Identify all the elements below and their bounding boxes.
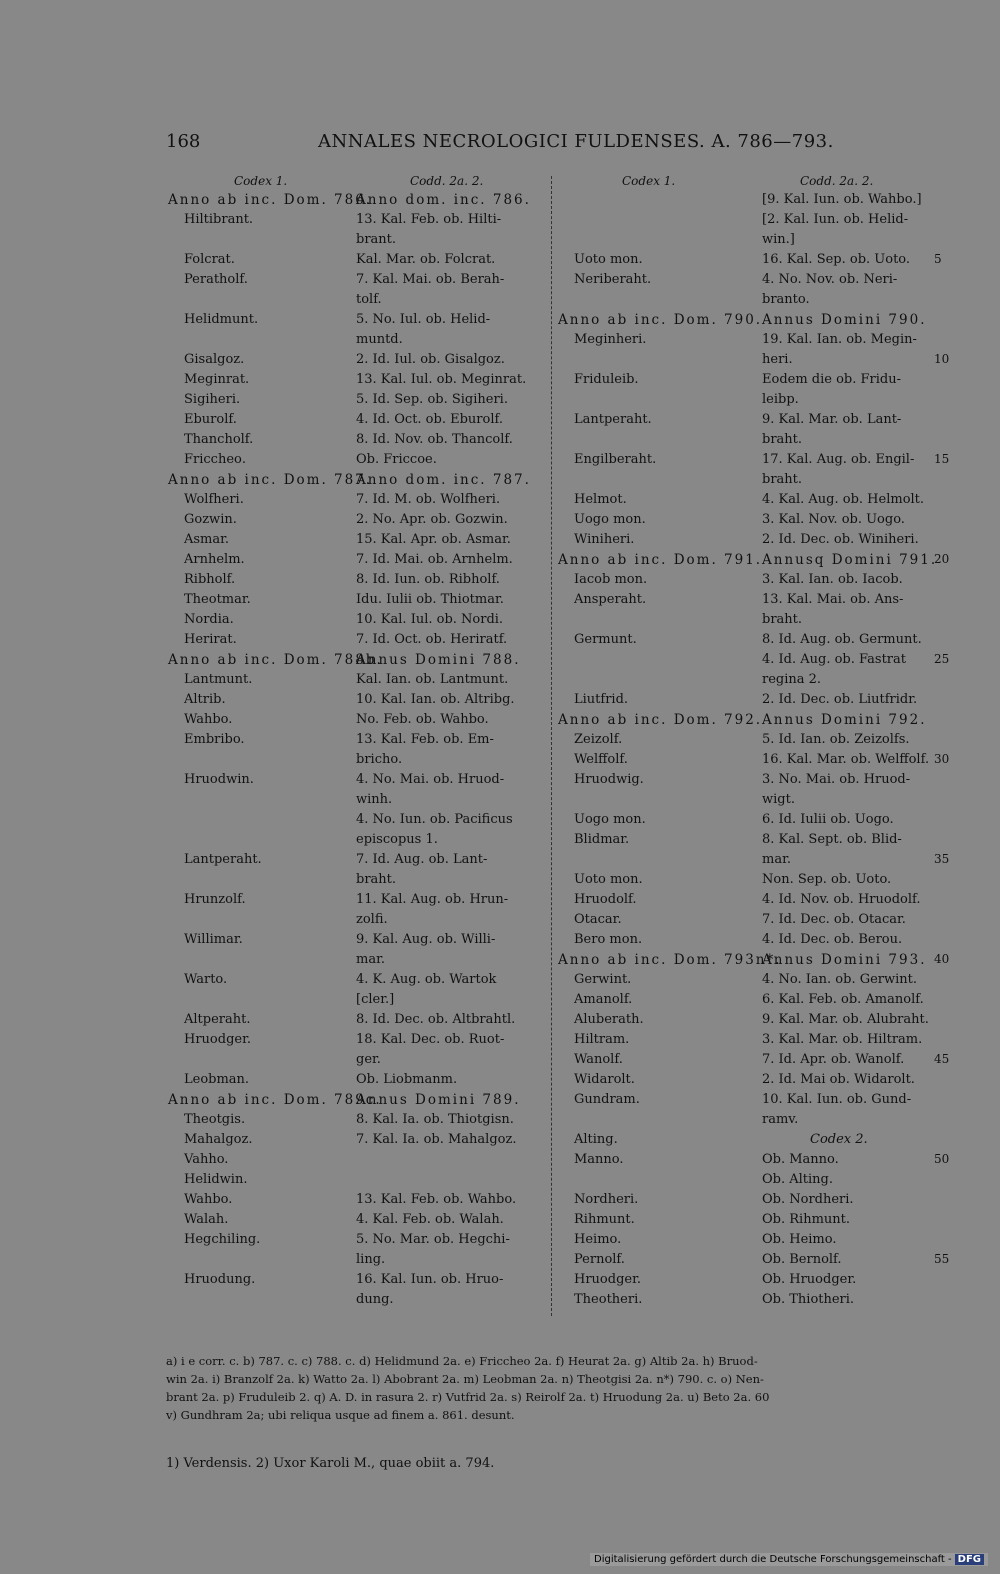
entry-codd: 16. Kal. Sep. ob. Uoto. bbox=[762, 252, 911, 267]
name-codex1: Asmar. bbox=[184, 532, 230, 547]
entry-codd: 13. Kal. Feb. ob. Em- bbox=[356, 732, 494, 747]
name-codex1: Sigiheri. bbox=[184, 392, 241, 407]
entry-codd: 5. No. Iul. ob. Helid- bbox=[356, 312, 491, 327]
entry-codd: Ob. Liobmanm. bbox=[356, 1072, 458, 1087]
entry-codd: 4. No. Mai. ob. Hruod- bbox=[356, 772, 505, 787]
digitization-text: Digitalisierung gefördert durch die Deutsche Forschungsgemeinschaft - bbox=[594, 1554, 952, 1565]
entry-codd: 7. Id. M. ob. Wolfheri. bbox=[356, 492, 501, 507]
column-head-left-codex1: Codex 1. bbox=[234, 174, 288, 188]
entry-codd: Idu. Iulii ob. Thiotmar. bbox=[356, 592, 504, 607]
entry-codd: 7. Id. Dec. ob. Otacar. bbox=[762, 912, 906, 927]
name-codex1: Rihmunt. bbox=[574, 1212, 635, 1227]
entry-codd: 4. No. Ian. ob. Gerwint. bbox=[762, 972, 918, 987]
year-heading-codex1: Anno ab inc. Dom. 789c. bbox=[168, 1092, 382, 1108]
name-codex1: Welffolf. bbox=[574, 752, 628, 767]
name-codex1: Hruodger. bbox=[574, 1272, 642, 1287]
entry-codd: 3. Kal. Mar. ob. Hiltram. bbox=[762, 1032, 923, 1047]
name-codex1: Leobman. bbox=[184, 1072, 250, 1087]
line-number: 15 bbox=[934, 452, 950, 466]
entry-codd: ramv. bbox=[762, 1112, 799, 1127]
entry-codd: wigt. bbox=[762, 792, 795, 807]
digitization-credit bbox=[590, 1553, 988, 1566]
entry-codd: 4. No. Iun. ob. Pacificus bbox=[356, 812, 513, 827]
entry-codd: 13. Kal. Feb. ob. Wahbo. bbox=[356, 1192, 517, 1207]
entry-codd: Ob. Hruodger. bbox=[762, 1272, 857, 1287]
name-codex1: Wanolf. bbox=[574, 1052, 623, 1067]
entry-codd: 4. Kal. Feb. ob. Walah. bbox=[356, 1212, 504, 1227]
entry-codd: 10. Kal. Ian. ob. Altribg. bbox=[356, 692, 515, 707]
column-head-right-codd: Codd. 2a. 2. bbox=[800, 174, 874, 188]
line-number: 5 bbox=[934, 252, 942, 266]
name-codex1: Lantmunt. bbox=[184, 672, 253, 687]
entry-codd: Ob. Rihmunt. bbox=[762, 1212, 850, 1227]
entry-codd: 11. Kal. Aug. ob. Hrun- bbox=[356, 892, 509, 907]
entry-codd: Kal. Ian. ob. Lantmunt. bbox=[356, 672, 509, 687]
entry-codd: 4. Id. Nov. ob. Hruodolf. bbox=[762, 892, 921, 907]
entry-codd: 8. Id. Iun. ob. Ribholf. bbox=[356, 572, 500, 587]
name-codex1: Widarolt. bbox=[574, 1072, 635, 1087]
critical-apparatus bbox=[166, 1352, 952, 1424]
name-codex1: Neriberaht. bbox=[574, 272, 652, 287]
name-codex1: Uogo mon. bbox=[574, 512, 646, 527]
entry-codd: 5. Id. Ian. ob. Zeizolfs. bbox=[762, 732, 910, 747]
entry-codd: ger. bbox=[356, 1052, 381, 1067]
entry-codd: 9. Kal. Mar. ob. Alubraht. bbox=[762, 1012, 929, 1027]
year-heading-codd: Annus Domini 793. bbox=[762, 952, 927, 968]
year-heading-codex1: Anno ab inc. Dom. 786. bbox=[168, 192, 373, 208]
note-line: a) i e corr. c. b) 787. c. c) 788. c. d) Helidmund 2a. e) Friccheo 2a. f) Heurat 2a. g) Altib 2a. h) Bruod- bbox=[166, 1354, 758, 1368]
name-codex1: Fricchео. bbox=[184, 452, 246, 467]
name-codex1: Zeizolf. bbox=[574, 732, 623, 747]
entry-codd: Eodem die ob. Fridu- bbox=[762, 372, 901, 387]
name-codex1: Uoto mon. bbox=[574, 252, 643, 267]
line-number: 10 bbox=[934, 352, 950, 366]
entry-codd: win.] bbox=[762, 232, 795, 247]
entry-codd: 9. Kal. Aug. ob. Willi- bbox=[356, 932, 496, 947]
entry-codd: 2. Id. Iul. ob. Gisalgoz. bbox=[356, 352, 505, 367]
name-codex1: Hruodwin. bbox=[184, 772, 254, 787]
year-heading-codex1: Anno ab inc. Dom. 792. bbox=[558, 712, 763, 728]
entry-codd: 16. Kal. Mar. ob. Welffolf. bbox=[762, 752, 930, 767]
name-codex1: Friduleib. bbox=[574, 372, 639, 387]
name-codex1: Peratholf. bbox=[184, 272, 248, 287]
name-codex1: Helidmunt. bbox=[184, 312, 259, 327]
entry-codd: 4. Id. Oct. ob. Eburolf. bbox=[356, 412, 503, 427]
name-codex1: Meginrat. bbox=[184, 372, 250, 387]
entry-codd: 7. Id. Oct. ob. Heriratf. bbox=[356, 632, 508, 647]
entry-codd: 6. Kal. Feb. ob. Amanolf. bbox=[762, 992, 924, 1007]
column-divider bbox=[551, 176, 552, 1316]
entry-codd: 10. Kal. Iun. ob. Gund- bbox=[762, 1092, 912, 1107]
line-number: 30 bbox=[934, 752, 950, 766]
entry-codd: 13. Kal. Iul. ob. Meginrat. bbox=[356, 372, 527, 387]
entry-codd: zolfi. bbox=[356, 912, 388, 927]
footnotes: 1) Verdensis. 2) Uxor Karoli M., quae obiit a. 794. bbox=[166, 1456, 495, 1471]
name-codex1: Herirat. bbox=[184, 632, 237, 647]
name-codex1: Altperaht. bbox=[184, 1012, 251, 1027]
name-codex1: Iacob mon. bbox=[574, 572, 648, 587]
entry-codd: Ob. Alting. bbox=[762, 1172, 833, 1187]
year-heading-codd: Annus Domini 790. bbox=[762, 312, 927, 328]
entry-codd: braht. bbox=[762, 472, 803, 487]
entry-codd: 7. Id. Aug. ob. Lant- bbox=[356, 852, 488, 867]
entry-codd: 4. K. Aug. ob. Wartok bbox=[356, 972, 497, 987]
name-codex1: Helidwin. bbox=[184, 1172, 248, 1187]
line-number: 45 bbox=[934, 1052, 950, 1066]
name-codex1: Hegchiling. bbox=[184, 1232, 261, 1247]
name-codex1: Manno. bbox=[574, 1152, 624, 1167]
name-codex1: Hruodolf. bbox=[574, 892, 637, 907]
entry-codd: 16. Kal. Iun. ob. Hruo- bbox=[356, 1272, 504, 1287]
name-codex1: Lantperaht. bbox=[574, 412, 652, 427]
entry-codd: 2. Id. Mai ob. Widarolt. bbox=[762, 1072, 915, 1087]
note-line: v) Gundhram 2a; ubi reliqua usque ad finem a. 861. desunt. bbox=[166, 1408, 515, 1422]
entry-codd: 7. Id. Apr. ob. Wanolf. bbox=[762, 1052, 905, 1067]
name-codex1: Theotmar. bbox=[184, 592, 251, 607]
name-codex1: Hrunzolf. bbox=[184, 892, 246, 907]
entry-codd: brant. bbox=[356, 232, 397, 247]
entry-codd: 7. Kal. Ia. ob. Mahalgoz. bbox=[356, 1132, 517, 1147]
year-heading-codd: Annusq Domini 791. bbox=[762, 552, 938, 568]
name-codex1: Folcrat. bbox=[184, 252, 235, 267]
name-codex1: Aluberath. bbox=[574, 1012, 644, 1027]
name-codex1: Hiltram. bbox=[574, 1032, 630, 1047]
entry-codd: Kal. Mar. ob. Folcrat. bbox=[356, 252, 496, 267]
name-codex1: Vahho. bbox=[184, 1152, 229, 1167]
name-codex1: Hruodwig. bbox=[574, 772, 644, 787]
entry-codd: 4. Id. Aug. ob. Fastrat bbox=[762, 652, 906, 667]
entry-codd: 13. Kal. Feb. ob. Hilti- bbox=[356, 212, 502, 227]
name-codex1: Eburolf. bbox=[184, 412, 237, 427]
entry-codd: braht. bbox=[356, 872, 397, 887]
entry-codd: mar. bbox=[762, 852, 791, 867]
name-codex1: Engilberaht. bbox=[574, 452, 657, 467]
entry-codd: 3. Kal. Ian. ob. Iacob. bbox=[762, 572, 903, 587]
entry-codd: regina 2. bbox=[762, 672, 822, 687]
name-codex1: Thancholf. bbox=[184, 432, 254, 447]
entry-codd: 6. Id. Iulii ob. Uogo. bbox=[762, 812, 894, 827]
entry-codd: Ob. Heimo. bbox=[762, 1232, 837, 1247]
entry-codd: Ob. Bernolf. bbox=[762, 1252, 842, 1267]
page-title: ANNALES NECROLOGICI FULDENSES. A. 786—793. bbox=[318, 131, 834, 152]
entry-codd: 9. Kal. Mar. ob. Lant- bbox=[762, 412, 902, 427]
entry-codd: 7. Kal. Mai. ob. Berah- bbox=[356, 272, 505, 287]
entry-codd: branto. bbox=[762, 292, 810, 307]
line-number: 40 bbox=[934, 952, 950, 966]
year-heading-codd: Anno dom. inc. 787. bbox=[356, 472, 531, 488]
name-codex1: Gozwin. bbox=[184, 512, 237, 527]
entry-codd: 2. No. Apr. ob. Gozwin. bbox=[356, 512, 508, 527]
name-codex1: Walah. bbox=[184, 1212, 229, 1227]
entry-codd: leibp. bbox=[762, 392, 799, 407]
year-heading-codex1: Anno ab inc. Dom. 791. bbox=[558, 552, 763, 568]
name-codex1: Germunt. bbox=[574, 632, 637, 647]
line-number: 25 bbox=[934, 652, 950, 666]
entry-codd: 13. Kal. Mai. ob. Ans- bbox=[762, 592, 904, 607]
name-codex1: Arnhelm. bbox=[184, 552, 245, 567]
entry-codd: 2. Id. Dec. ob. Winiheri. bbox=[762, 532, 919, 547]
name-codex1: Helmot. bbox=[574, 492, 627, 507]
entry-codd: 5. No. Mar. ob. Hegchi- bbox=[356, 1232, 510, 1247]
name-codex1: Gisalgoz. bbox=[184, 352, 245, 367]
name-codex1: Uoto mon. bbox=[574, 872, 643, 887]
entry-codd: episcopus 1. bbox=[356, 832, 438, 847]
entry-codd: 8. Id. Nov. ob. Thancolf. bbox=[356, 432, 513, 447]
name-codex1: Wahbo. bbox=[184, 712, 233, 727]
entry-codd: ling. bbox=[356, 1252, 386, 1267]
name-codex1: Mahalgoz. bbox=[184, 1132, 253, 1147]
entry-codd: winh. bbox=[356, 792, 393, 807]
year-heading-codex1: Anno ab inc. Dom. 787. bbox=[168, 472, 373, 488]
name-codex1: Alting. bbox=[574, 1132, 618, 1147]
entry-codd: 4. No. Nov. ob. Neri- bbox=[762, 272, 898, 287]
name-codex1: Hruodger. bbox=[184, 1032, 252, 1047]
entry-codd: [2. Kal. Iun. ob. Helid- bbox=[762, 212, 909, 227]
name-codex1: Ansperaht. bbox=[574, 592, 647, 607]
name-codex1: Nordheri. bbox=[574, 1192, 639, 1207]
entry-codd: 2. Id. Dec. ob. Liutfridr. bbox=[762, 692, 918, 707]
page-number: 168 bbox=[166, 131, 201, 152]
name-codex1: Theotgis. bbox=[184, 1112, 246, 1127]
name-codex1: Amanolf. bbox=[574, 992, 633, 1007]
column-head-left-codd: Codd. 2a. 2. bbox=[410, 174, 484, 188]
entry-codd: Ob. Thiotheri. bbox=[762, 1292, 855, 1307]
entry-codd: No. Feb. ob. Wahbo. bbox=[356, 712, 489, 727]
name-codex1: Meginheri. bbox=[574, 332, 647, 347]
entry-codd: [9. Kal. Iun. ob. Wahbo.] bbox=[762, 192, 922, 207]
name-codex1: Willimar. bbox=[184, 932, 243, 947]
name-codex1: Blidmar. bbox=[574, 832, 630, 847]
entry-codd: 18. Kal. Dec. ob. Ruot- bbox=[356, 1032, 505, 1047]
name-codex1: Otacar. bbox=[574, 912, 622, 927]
entry-codd: Ob. Manno. bbox=[762, 1152, 839, 1167]
entry-codd: dung. bbox=[356, 1292, 394, 1307]
name-codex1: Pernolf. bbox=[574, 1252, 625, 1267]
line-number: 20 bbox=[934, 552, 950, 566]
name-codex1: Ribholf. bbox=[184, 572, 236, 587]
entry-codd: 5. Id. Sep. ob. Sigiheri. bbox=[356, 392, 508, 407]
year-heading-codd: Annus Domini 792. bbox=[762, 712, 927, 728]
line-number: 35 bbox=[934, 852, 950, 866]
entry-codd: 3. Kal. Nov. ob. Uogo. bbox=[762, 512, 905, 527]
name-codex1: Wahbo. bbox=[184, 1192, 233, 1207]
line-number: 50 bbox=[934, 1152, 950, 1166]
entry-codd: bricho. bbox=[356, 752, 403, 767]
name-codex1: Gundram. bbox=[574, 1092, 640, 1107]
name-codex1: Winiheri. bbox=[574, 532, 635, 547]
year-heading-codd: Annus Domini 788. bbox=[356, 652, 521, 668]
entry-codd: 3. No. Mai. ob. Hruod- bbox=[762, 772, 911, 787]
entry-codd: mar. bbox=[356, 952, 385, 967]
name-codex1: Theotheri. bbox=[574, 1292, 643, 1307]
name-codex1: Hiltibrant. bbox=[184, 212, 254, 227]
year-heading-codd: Annus Domini 789. bbox=[356, 1092, 521, 1108]
line-number: 55 bbox=[934, 1252, 950, 1266]
entry-codd: heri. bbox=[762, 352, 793, 367]
entry-codd: 4. Id. Dec. ob. Berou. bbox=[762, 932, 903, 947]
entry-codd: Ob. Nordheri. bbox=[762, 1192, 854, 1207]
name-codex1: Embribo. bbox=[184, 732, 245, 747]
entry-codd: 4. Kal. Aug. ob. Helmolt. bbox=[762, 492, 925, 507]
entry-codd: 15. Kal. Apr. ob. Asmar. bbox=[356, 532, 511, 547]
note-line: win 2a. i) Branzolf 2a. k) Watto 2a. l) Abobrant 2a. m) Leobman 2a. n) Theotgisi 2a. n*) 790. c. o) Nen- bbox=[166, 1372, 764, 1386]
year-heading-codex1: Anno ab inc. Dom. 790. bbox=[558, 312, 763, 328]
note-line: brant 2a. p) Fruduleib 2. q) A. D. in rasura 2. r) Vutfrid 2a. s) Reirolf 2a. t) Hruodung 2a. u) Beto 2a. 60 bbox=[166, 1390, 770, 1404]
name-codex1: Gerwint. bbox=[574, 972, 632, 987]
entry-codd: 8. Id. Aug. ob. Germunt. bbox=[762, 632, 922, 647]
name-codex1: Nordia. bbox=[184, 612, 234, 627]
year-heading-codex1: Anno ab inc. Dom. 793n*. bbox=[558, 952, 782, 968]
name-codex1: Warto. bbox=[184, 972, 228, 987]
entry-codd: Non. Sep. ob. Uoto. bbox=[762, 872, 892, 887]
name-codex1: Liutfrid. bbox=[574, 692, 629, 707]
name-codex1: Altrib. bbox=[184, 692, 226, 707]
name-codex1: Uogo mon. bbox=[574, 812, 646, 827]
name-codex1: Lantperaht. bbox=[184, 852, 262, 867]
entry-codd: 7. Id. Mai. ob. Arnhelm. bbox=[356, 552, 513, 567]
year-heading-codd: Anno dom. inc. 786. bbox=[356, 192, 531, 208]
entry-codd: tolf. bbox=[356, 292, 382, 307]
name-codex1: Wolfheri. bbox=[184, 492, 244, 507]
dfg-logo: DFG bbox=[955, 1554, 984, 1565]
entry-codd: 8. Kal. Sept. ob. Blid- bbox=[762, 832, 902, 847]
page-header bbox=[0, 128, 1000, 158]
entry-codd: Ob. Friccoe. bbox=[356, 452, 437, 467]
entry-codd: 19. Kal. Ian. ob. Megin- bbox=[762, 332, 917, 347]
entry-codd: 8. Kal. Ia. ob. Thiotgisn. bbox=[356, 1112, 514, 1127]
column-head-right-codex1: Codex 1. bbox=[622, 174, 676, 188]
entry-codd: 8. Id. Dec. ob. Altbrahtl. bbox=[356, 1012, 516, 1027]
entry-codd: [cler.] bbox=[356, 992, 395, 1007]
name-codex1: Bero mon. bbox=[574, 932, 643, 947]
name-codex1: Hruodung. bbox=[184, 1272, 256, 1287]
name-codex1: Heimo. bbox=[574, 1232, 622, 1247]
entry-codd: braht. bbox=[762, 612, 803, 627]
entry-codd: 10. Kal. Iul. ob. Nordi. bbox=[356, 612, 504, 627]
year-heading-codex1: Anno ab inc. Dom. 788b. bbox=[168, 652, 383, 668]
entry-codd: muntd. bbox=[356, 332, 403, 347]
entry-codd: Codex 2. bbox=[810, 1132, 868, 1147]
entry-codd: 17. Kal. Aug. ob. Engil- bbox=[762, 452, 915, 467]
entry-codd: braht. bbox=[762, 432, 803, 447]
